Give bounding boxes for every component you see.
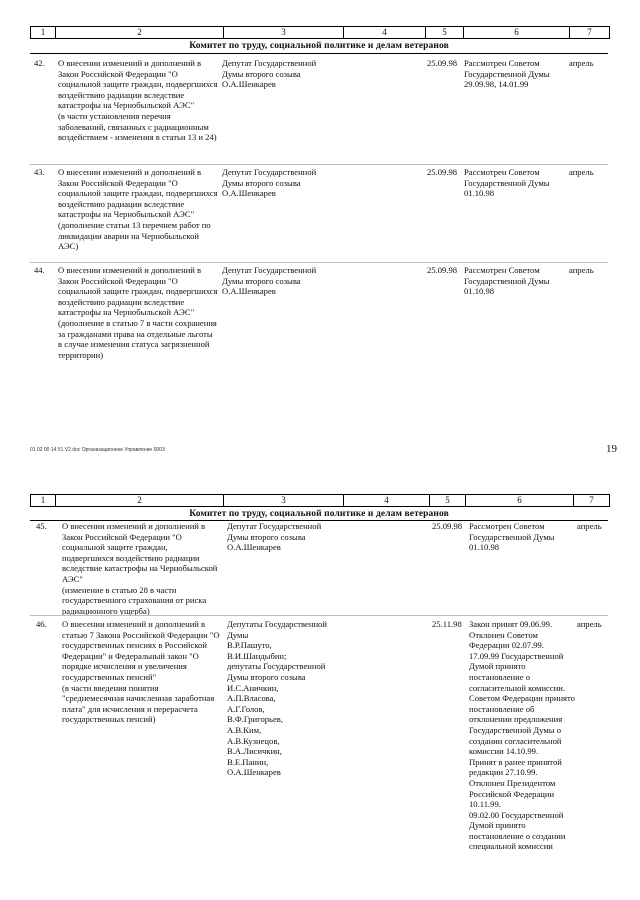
row-number: 46.: [36, 619, 47, 629]
column-number-5: 5: [425, 27, 463, 38]
column-number-1: 1: [40, 27, 46, 37]
column-number-header: [30, 26, 610, 39]
column-number-3: 3: [223, 495, 343, 506]
bill-title: О внесении изменений и дополнений в статью 7 Закона Российской Федерации "О государственных пенсиях в Российской Федерации" и Федеральный закон "О порядке исчисления и увеличения государственных пенсий" (в части введения понятия "среднемесячная начисленная заработная плата" для исчисления и перерасчета государственных пенсий): [62, 619, 220, 725]
submission-date: 25.11.98: [432, 619, 462, 629]
heading-divider: [30, 53, 608, 54]
bill-authors: Депутат Государственной Думы второго созыва О.А.Шенкарев: [222, 58, 317, 90]
column-number-5: 5: [429, 495, 465, 506]
submission-date: 25.09.98: [427, 58, 458, 68]
consideration-term: апрель: [569, 265, 594, 275]
column-number-7: 7: [573, 495, 609, 506]
bill-status: Рассмотрен Советом Государственной Думы 01.10.98: [464, 167, 550, 199]
bill-title: О внесении изменений и дополнений в Закон Российской Федерации "О социальной защите граждан, подвергшихся воздействию радиации вследствие катастрофы на Чернобыльской АЭС" (дополнение в статью 7 в части сохранения за гражданами права на отдельные льготы в случае изменения статуса загрязненной территории): [58, 265, 218, 360]
committee-heading: Комитет по труду, социальной политике и делам ветеранов: [189, 509, 449, 519]
consideration-term: апрель: [569, 58, 594, 68]
bill-title: О внесении изменений и дополнений в Закон Российской Федерации "О социальной защите граждан, подвергшихся воздействию радиации вследствие катастрофы на Чернобыльской АЭС" (в части установления перечня заболеваний, связанных с радиационным воздействием - изменения в статьи 13 и 24): [58, 58, 218, 143]
column-number-2: 2: [55, 495, 223, 506]
column-number-2: 2: [55, 27, 223, 38]
bill-authors: Депутаты Государственной Думы В.Р.Пашуто, В.И.Шандыбин; депутаты Государственной Думы второго созыва И.С.Аничкин, А.П.Власова, А.Г.Голов, В.Ф.Григорьев, А.В.Ким, А.В.Кузнецов, В.А.Лисичкин, В.Е.Панин, О.А.Шенкарев: [227, 619, 327, 778]
bill-status: Рассмотрен Советом Государственной Думы 01.10.98: [469, 521, 555, 553]
column-number-7: 7: [569, 27, 609, 38]
submission-date: 25.09.98: [427, 167, 458, 177]
column-number-4: 4: [343, 27, 425, 38]
column-number-6: 6: [465, 495, 573, 506]
row-number: 42.: [34, 58, 45, 68]
consideration-term: апрель: [569, 167, 594, 177]
column-number-6: 6: [463, 27, 569, 38]
bill-authors: Депутат Государственной Думы второго созыва О.А.Шенкарев: [222, 167, 317, 199]
consideration-term: апрель: [577, 521, 602, 531]
row-divider: [30, 615, 608, 616]
column-number-4: 4: [343, 495, 429, 506]
committee-heading: Комитет по труду, социальной политике и делам ветеранов: [189, 41, 449, 51]
bill-authors: Депутат Государственной Думы второго созыва О.А.Шенкарев: [222, 265, 317, 297]
bill-status: Рассмотрен Советом Государственной Думы 29.09.98, 14.01.99: [464, 58, 550, 90]
row-number: 45.: [36, 521, 47, 531]
row-number: 43.: [34, 167, 45, 177]
column-number-1: 1: [40, 495, 46, 505]
column-number-3: 3: [223, 27, 343, 38]
bill-title: О внесении изменений и дополнений в Закон Российской Федерации "О социальной защите граждан, подвергшихся воздействию радиации вследствие катастрофы на Чернобыльской АЭС" (изменение в статью 28 в части государственного страхования от риска радиационного ущерба): [62, 521, 218, 616]
bill-title: О внесении изменений и дополнений в Закон Российской Федерации "О социальной защите граждан, подвергшихся воздействию радиации вследствие катастрофы на Чернобыльской АЭС" (дополнение статьи 13 перечнем работ по ликвидации аварии на Чернобыльской АЭС): [58, 167, 218, 252]
column-number-header: [30, 494, 610, 507]
row-divider: [30, 164, 608, 165]
bill-status: Закон принят 09.06.99. Отклонен Советом Федерации 02.07.99. 17.09.99 Государственной Думой принято постановление о согласительной комиссии. Советом Федерации принято постановление об отклонении предложения Государственной Думы о создании согласительной комиссии 14.10.99. Принят в ранее принятой редакции 27.10.99. Отклонен Президентом Российской Федерации 10.11.99. 09.02.00 Государственной Думой принято постановление о создании специальной комиссии: [469, 619, 575, 852]
submission-date: 25.09.98: [432, 521, 463, 531]
consideration-term: апрель: [577, 619, 602, 629]
footer-file-reference: 01 02 00 14 51 V2.doc Организационное Управление 0003: [30, 447, 165, 453]
row-divider: [30, 262, 608, 263]
bill-authors: Депутат Государственной Думы второго созыва О.А.Шенкарев: [227, 521, 322, 553]
page-number: 19: [606, 443, 617, 455]
bill-status: Рассмотрен Советом Государственной Думы 01.10.98: [464, 265, 550, 297]
submission-date: 25.09.98: [427, 265, 458, 275]
row-number: 44.: [34, 265, 45, 275]
